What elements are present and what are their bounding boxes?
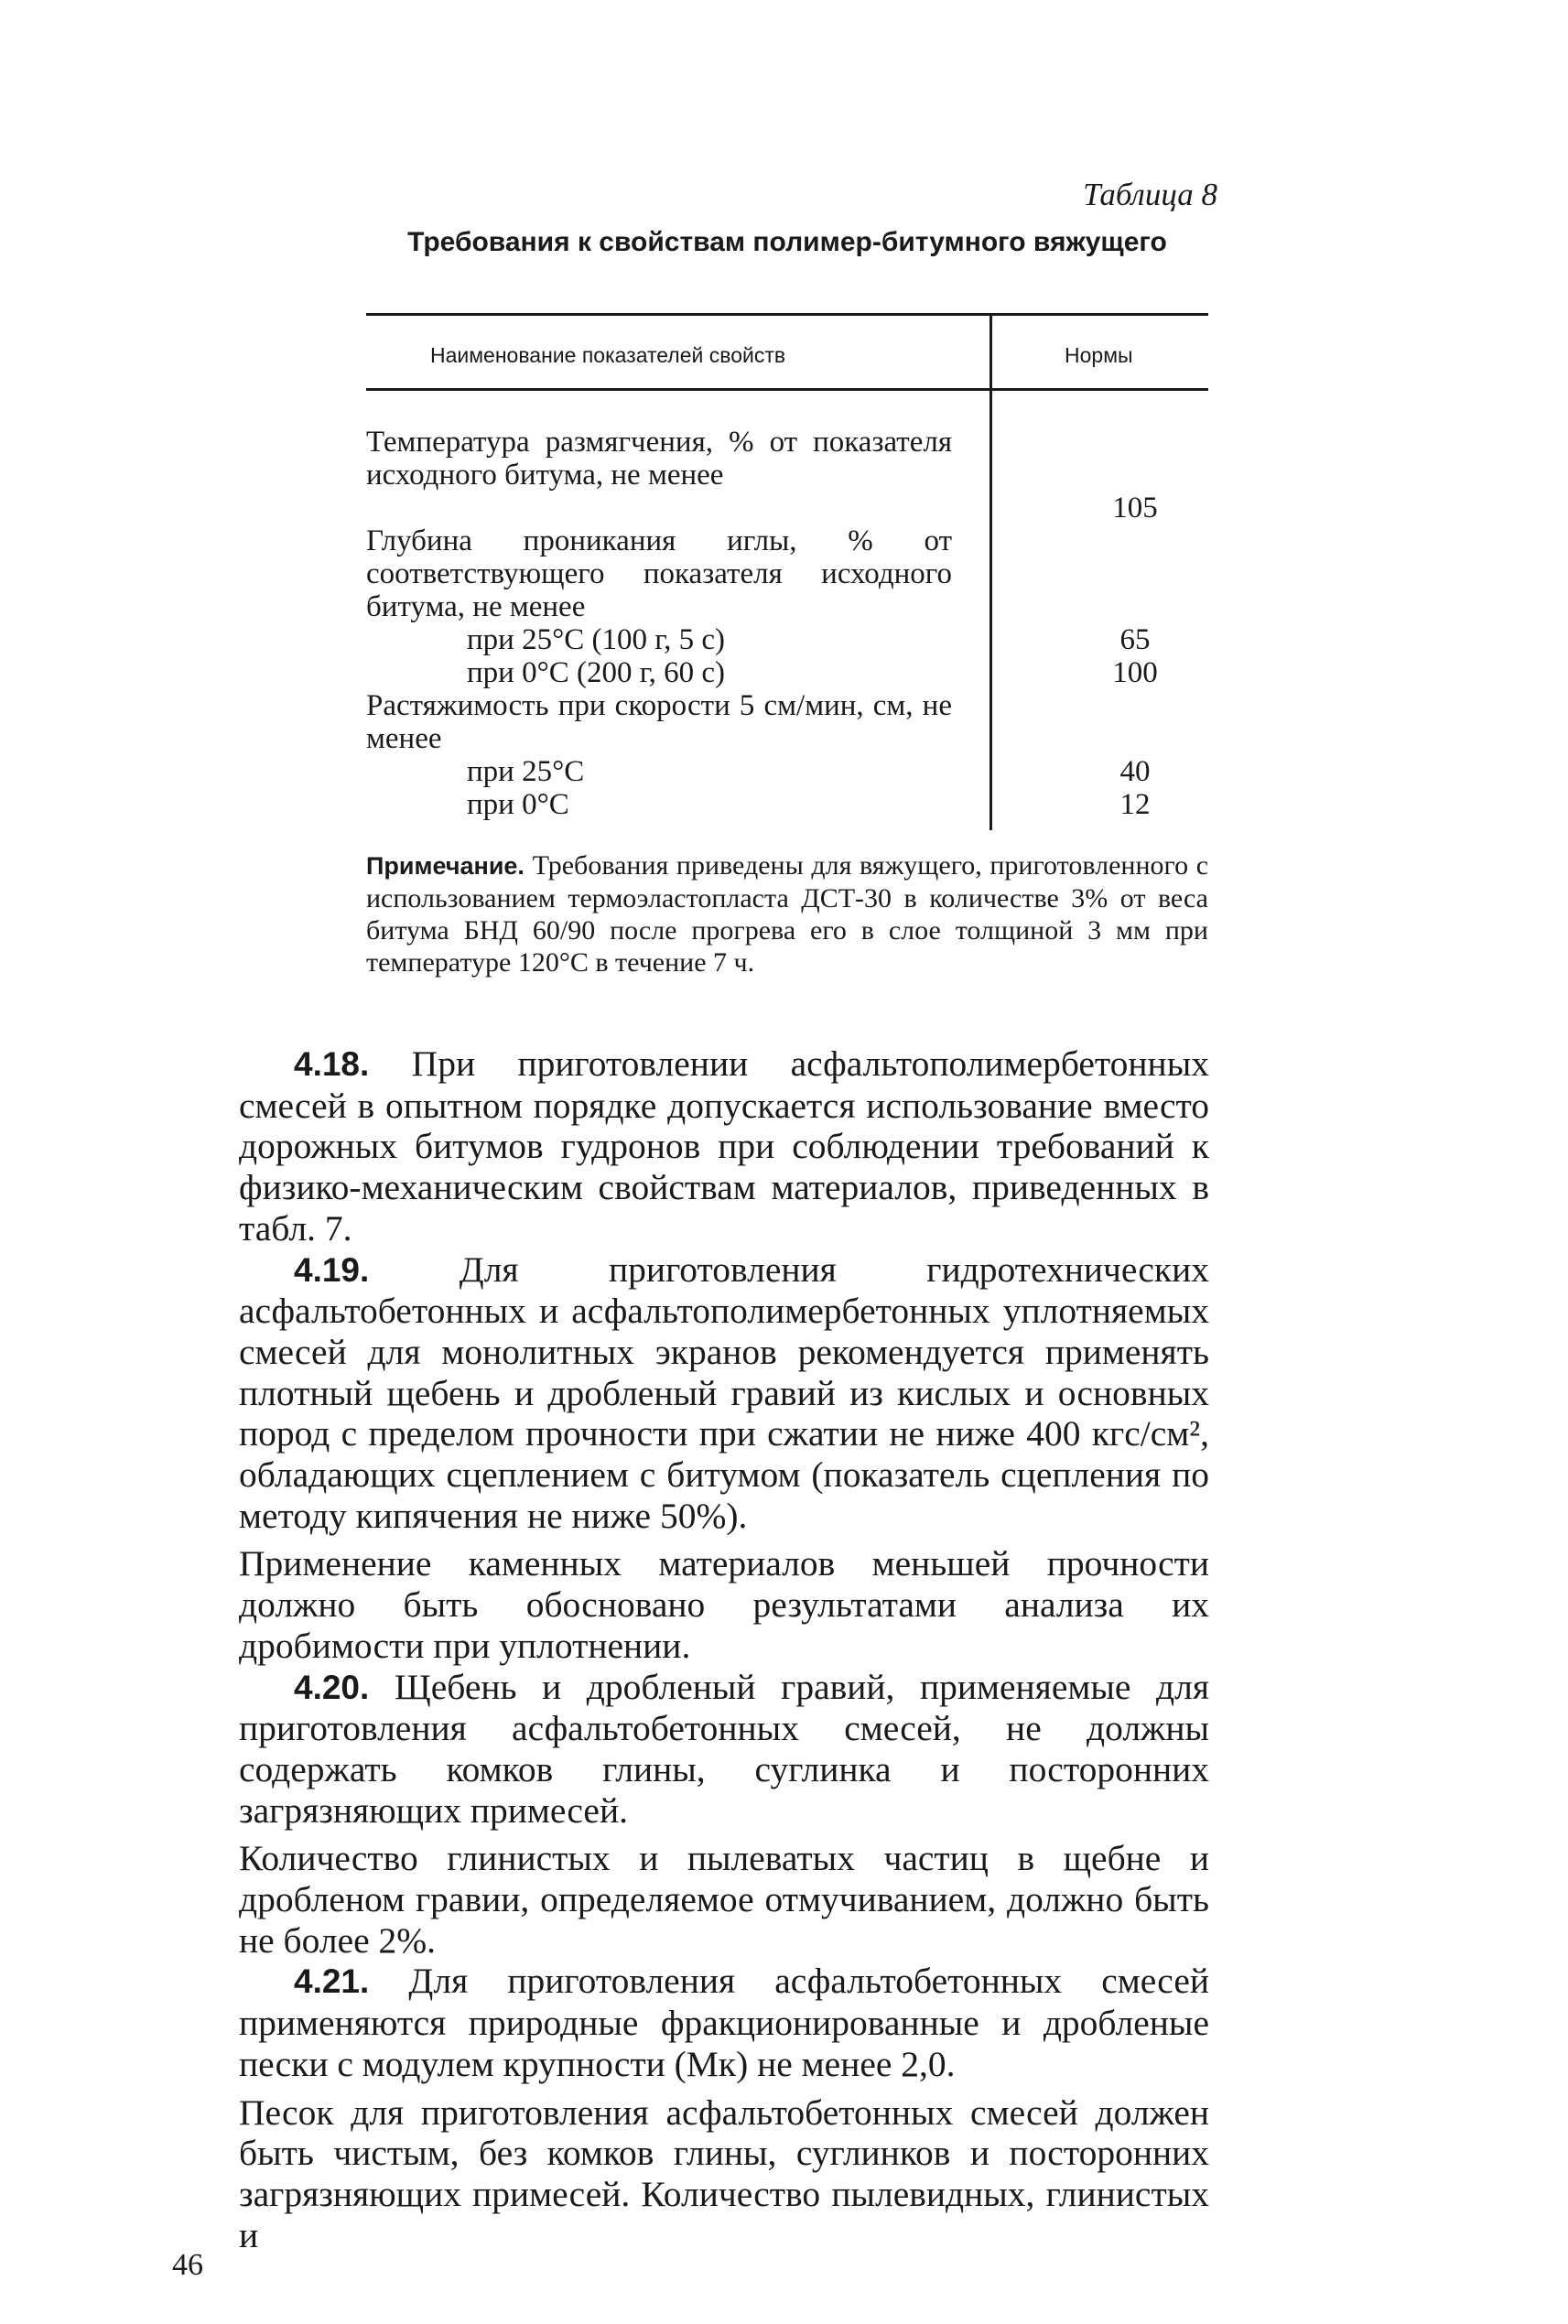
table-top-rule: [366, 313, 1208, 316]
paragraph: [239, 1838, 1209, 1961]
body-text: [239, 1043, 1209, 2255]
table-header-rule: [366, 388, 1208, 391]
table-row-property: при 0°C: [467, 788, 569, 821]
table-row-property: Температура размягчения, % от показателя исходного битума, не менее: [366, 426, 952, 492]
table-row-property: при 0°C (200 г, 60 с): [467, 656, 725, 689]
paragraph-text: Щебень и дробленый гравий, применяемые для приготовления асфальтобетонных смесей, не должны содержать комков глины, суглинка и посторонних загрязняющих примесей.: [239, 1666, 1210, 1831]
table-row-property: при 25°C (100 г, 5 с): [467, 623, 725, 656]
table-row-value: 100: [1112, 656, 1158, 689]
table-column-divider: [989, 313, 992, 830]
paragraph: [239, 1961, 1209, 2084]
paragraph-number: 4.21.: [294, 1962, 370, 2001]
paragraph: [239, 1667, 1209, 1832]
table-title: Требования к свойствам полимер-битумного вяжущего: [407, 227, 1167, 257]
paragraph-text: При приготовлении асфальтополимербетонных смесей в опытном порядке допускается использование вместо дорожных битумов гудронов при соблюдении требований к физико-механическим свойствам материалов, приведенных в табл. 7.: [239, 1043, 1209, 1248]
paragraph: [239, 1543, 1209, 1666]
paragraph: [239, 2092, 1209, 2256]
page-number: 46: [172, 2248, 203, 2282]
paragraph-number: 4.20.: [294, 1668, 370, 1706]
table-row-property: Растяжимость при скорости 5 см/мин, см, не менее: [366, 689, 952, 755]
table-note-text: Требования приведены для вяжущего, приготовленного с использованием термоэластопласта ДСТ-30 в количестве 3% от веса битума БНД 60/90 после прогрева его в слое толщиной 3 мм при температуре 120°С в течение 7 ч.: [366, 850, 1209, 978]
table-label: Таблица 8: [1083, 177, 1217, 212]
paragraph-number: 4.18.: [294, 1045, 370, 1083]
table-row-value: 40: [1119, 755, 1151, 788]
paragraph-number: 4.19.: [294, 1250, 370, 1289]
paragraph-text: Количество глинистых и пылеватых частиц в щебне и дробленом гравии, определяемое отмучиванием, должно быть не более 2%.: [239, 1838, 1209, 1961]
table-note-label: Примечание.: [366, 852, 524, 880]
table-row-value: 12: [1119, 788, 1151, 821]
table-header-norm: Нормы: [1065, 343, 1133, 367]
paragraph: [239, 1249, 1209, 1537]
table-row-value: 105: [1112, 492, 1158, 524]
paragraph: [239, 1043, 1209, 1249]
table-row-value: 65: [1119, 623, 1151, 656]
paragraph-text: Применение каменных материалов меньшей прочности должно быть обосновано результатами анализа их дробимости при уплотнении.: [239, 1543, 1209, 1666]
paragraph-text: Песок для приготовления асфальтобетонных смесей должен быть чистым, без комков глины, суглинков и посторонних загрязняющих примесей. Количество пылевидных, глинистых и: [239, 2092, 1209, 2255]
paragraph-text: Для приготовления гидротехнических асфальтобетонных и асфальтополимербетонных уплотняемых смесей для монолитных экранов рекомендуется применять плотный щебень и дробленый гравий из кислых и основных пород с пределом прочности при сжатии не ниже 400 кгс/см², обладающих сцеплением с битумом (показатель сцепления по методу кипячения не ниже 50%).: [239, 1248, 1210, 1536]
table-header-property: Наименование показателей свойств: [430, 343, 786, 367]
table-row-property: Глубина проникания иглы, % от соответствующего показателя исходного битума, не менее: [366, 524, 952, 623]
paragraph-text: Для приготовления асфальтобетонных смесей применяются природные фракционированные и дробленые пески с модулем крупности (Мк) не менее 2,0.: [239, 1961, 1209, 2084]
table-note: [366, 849, 1208, 978]
table-row-property: при 25°C: [467, 755, 585, 788]
